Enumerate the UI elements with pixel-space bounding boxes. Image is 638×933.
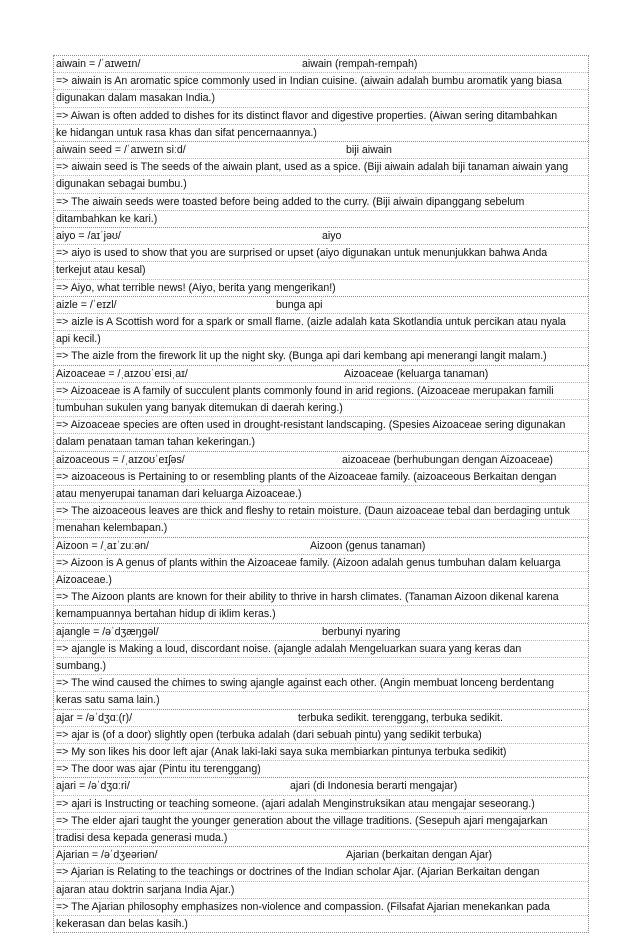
entry-definition-line: => aiwain seed is The seeds of the aiwain plant, used as a spice. (Biji aiwain adalah biji tanaman aiwain yang bbox=[54, 159, 588, 176]
entry-translation: aiyo bbox=[322, 230, 342, 242]
dictionary-entry bbox=[54, 624, 588, 710]
entry-definition-line: ajaran atau doktrin sarjana India Ajar.) bbox=[54, 882, 588, 899]
dictionary-entry bbox=[54, 366, 588, 452]
entry-definition-line: => My son likes his door left ajar (Anak laki-laki saya suka membiarkan pintunya terbuka sedikit) bbox=[54, 744, 588, 761]
entry-term: aizle = /ˈeɪzl/ bbox=[56, 298, 117, 311]
entry-definition-line: tumbuhan sukulen yang banyak ditemukan di daerah kering.) bbox=[54, 400, 588, 417]
entry-headword-line bbox=[54, 847, 588, 864]
entry-translation: bunga api bbox=[276, 298, 323, 311]
dictionary-entry bbox=[54, 297, 588, 366]
entry-headword-line bbox=[54, 142, 588, 159]
entry-headword-line bbox=[54, 297, 588, 314]
entry-term: ajar = /əˈdʒɑː(r)/ bbox=[56, 711, 133, 724]
entry-definition-line: menahan kelembapan.) bbox=[56, 522, 168, 535]
entry-definition-line: => The wind caused the chimes to swing ajangle against each other. (Angin membuat lonceng berdentang bbox=[54, 675, 588, 692]
entry-definition-line: keras satu sama lain.) bbox=[56, 694, 160, 707]
entry-definition-line: ke hidangan untuk rasa khas dan sifat pencernaannya.) bbox=[56, 126, 317, 139]
dictionary-list bbox=[53, 55, 589, 933]
entry-term: Ajarian = /əˈdʒeəriən/ bbox=[56, 849, 158, 862]
dictionary-entry bbox=[54, 452, 588, 538]
entry-translation: aizoaceae (berhubungan dengan Aizoaceae) bbox=[342, 453, 553, 466]
entry-definition-line: => The Aizoon plants are known for their ability to thrive in harsh climates. (Tanaman Aizoon dikenal karena bbox=[54, 589, 588, 606]
entry-definition-line: => aizoaceous is Pertaining to or resembling plants of the Aizoaceae family. (aizoaceous Berkaitan dengan bbox=[54, 469, 588, 486]
entry-translation: aiwain (rempah-rempah) bbox=[302, 58, 418, 70]
dictionary-entry bbox=[54, 847, 588, 932]
entry-definition-line: digunakan dalam masakan India.) bbox=[54, 90, 588, 107]
entry-definition-line: => aiyo is used to show that you are surprised or upset (aiyo digunakan untuk menunjukkan bahwa Anda bbox=[54, 245, 588, 262]
entry-translation: terbuka sedikit. terenggang, terbuka sedikit. bbox=[298, 711, 503, 724]
entry-headword-line bbox=[54, 778, 588, 795]
entry-definition-line: => Aiwan is often added to dishes for its distinct flavor and digestive properties. (Aiwan sering ditambahkan bbox=[54, 108, 588, 125]
entry-definition-line: => ajar is (of a door) slightly open (terbuka adalah (dari sebuah pintu) yang sedikit terbuka) bbox=[54, 727, 588, 744]
entry-term: aizoaceous = /ˌaɪzoʊˈeɪʃəs/ bbox=[56, 453, 185, 466]
entry-headword-line bbox=[54, 228, 588, 245]
entry-headword-line bbox=[54, 366, 588, 383]
entry-definition-line: kekerasan dan belas kasih.) bbox=[56, 917, 188, 930]
entry-definition-line: => The aiwain seeds were toasted before being added to the curry. (Biji aiwain dipanggang sebelum bbox=[54, 194, 588, 211]
entry-translation: ajari (di Indonesia berarti mengajar) bbox=[290, 780, 458, 793]
dictionary-entry bbox=[54, 538, 588, 624]
entry-headword-line bbox=[54, 56, 588, 73]
entry-term: aiwain seed = /ˈaɪweɪn siːd/ bbox=[56, 144, 186, 156]
entry-term: aiwain = /ˈaɪweɪn/ bbox=[56, 58, 141, 70]
entry-term: Aizoaceae = /ˌaɪzoʊˈeɪsiˌaɪ/ bbox=[56, 367, 188, 380]
entry-translation: Ajarian (berkaitan dengan Ajar) bbox=[346, 849, 493, 862]
entry-definition-line: => The aizoaceous leaves are thick and fleshy to retain moisture. (Daun aizoaceae tebal dan berdaging untuk bbox=[54, 503, 588, 520]
entry-translation: Aizoon (genus tanaman) bbox=[310, 539, 426, 552]
entry-definition-line: ditambahkan ke kari.) bbox=[56, 212, 158, 225]
entry-definition-line: => The elder ajari taught the younger generation about the village traditions. (Sesepuh ajari mengajarkan bbox=[54, 813, 588, 830]
dictionary-entry bbox=[54, 778, 588, 847]
entry-definition-line: => Aiyo, what terrible news! (Aiyo, berita yang mengerikan!) bbox=[56, 281, 336, 294]
entry-definition-line: => The aizle from the firework lit up the night sky. (Bunga api dari kembang api menerangi langit malam.) bbox=[56, 350, 547, 363]
entry-term: ajari = /əˈdʒɑːri/ bbox=[56, 780, 130, 793]
entry-definition-line: => Aizoaceae species are often used in drought-resistant landscaping. (Spesies Aizoaceae sering digunakan bbox=[54, 417, 588, 434]
entry-definition-line: => ajangle is Making a loud, discordant noise. (ajangle adalah Mengeluarkan suara yang keras dan bbox=[54, 641, 588, 658]
entry-definition-line: => ajari is Instructing or teaching someone. (ajari adalah Menginstruksikan atau mengajar seseorang.) bbox=[54, 796, 588, 813]
dictionary-entry bbox=[54, 710, 588, 779]
entry-definition-line: kemampuannya bertahan hidup di iklim keras.) bbox=[56, 608, 276, 621]
entry-definition-line: atau menyerupai tanaman dari keluarga Aizoaceae.) bbox=[54, 486, 588, 503]
entry-definition-line: api kecil.) bbox=[54, 331, 588, 348]
entry-definition-line: => aiwain is An aromatic spice commonly used in Indian cuisine. (aiwain adalah bumbu aromatik yang biasa bbox=[54, 73, 588, 90]
entry-definition-line: => aizle is A Scottish word for a spark or small flame. (aizle adalah kata Skotlandia untuk percikan atau nyala bbox=[54, 314, 588, 331]
entry-term: aiyo = /aɪˈjəʊ/ bbox=[56, 230, 121, 242]
entry-headword-line bbox=[54, 452, 588, 469]
entry-definition-line: tradisi desa kepada generasi muda.) bbox=[56, 831, 228, 844]
entry-definition-line: terkejut atau kesal) bbox=[54, 262, 588, 279]
dictionary-entry bbox=[54, 56, 588, 142]
entry-definition-line: => The Ajarian philosophy emphasizes non-violence and compassion. (Filsafat Ajarian menekankan pada bbox=[54, 899, 588, 916]
entry-headword-line bbox=[54, 538, 588, 555]
entry-definition-line: digunakan sebagai bumbu.) bbox=[54, 176, 588, 193]
entry-definition-line: => Ajarian is Relating to the teachings or doctrines of the Indian scholar Ajar. (Ajarian Berkaitan dengan bbox=[54, 864, 588, 881]
dictionary-entry bbox=[54, 228, 588, 297]
entry-headword-line bbox=[54, 710, 588, 727]
entry-translation: Aizoaceae (keluarga tanaman) bbox=[344, 367, 489, 380]
entry-term: Aizoon = /ˌaɪˈzuːən/ bbox=[56, 539, 149, 552]
entry-translation: biji aiwain bbox=[346, 144, 392, 156]
entry-definition-line: Aizoaceae.) bbox=[54, 572, 588, 589]
entry-definition-line: => The door was ajar (Pintu itu terenggang) bbox=[56, 763, 261, 776]
entry-definition-line: => Aizoaceae is A family of succulent plants commonly found in arid regions. (Aizoaceae merupakan famili bbox=[54, 383, 588, 400]
entry-definition-line: sumbang.) bbox=[54, 658, 588, 675]
dictionary-entry bbox=[54, 142, 588, 228]
entry-definition-line: dalam penataan taman tahan kekeringan.) bbox=[56, 436, 256, 449]
entry-definition-line: => Aizoon is A genus of plants within the Aizoaceae family. (Aizoon adalah genus tumbuhan dalam keluarga bbox=[54, 555, 588, 572]
entry-term: ajangle = /əˈdʒæŋɡəl/ bbox=[56, 625, 159, 638]
entry-translation: berbunyi nyaring bbox=[322, 625, 401, 638]
entry-headword-line bbox=[54, 624, 588, 641]
